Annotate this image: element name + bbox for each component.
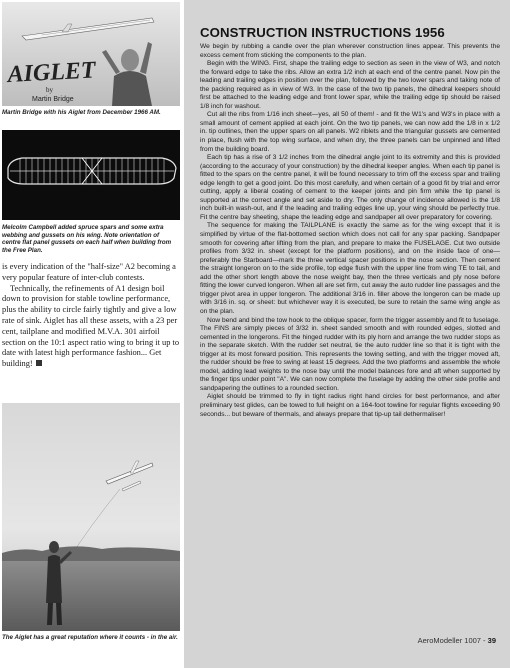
- left-paragraph: is every indication of the "half-size" A2 becoming a very popular feature of inter-club contests.: [2, 262, 176, 282]
- caption-top-photo: Martin Bridge with his Aiglet from December 1966 AM.: [2, 109, 161, 116]
- svg-text:by: by: [46, 86, 53, 94]
- caption-bottom-photo: The Aiglet has a great reputation where it counts - in the air.: [2, 634, 178, 641]
- left-column-text: [2, 262, 180, 370]
- article-paragraph: The sequence for making the TAILPLANE is exactly the same as for the wing except that it is simplified by virtue of the flat-bottomed section which does not call for any spar packing. Sandpaper smooth for covering after lifting from the plan, and prepare to make the FUSELAGE. Cut two outside profiles from 3/32 in. sheet (except for the platform positions), and on the inside face of one—preferably the Starboard—mark the three vertical spacer positions in the nose section. Then cement the straight longeron on to the side profile, top edge flush with the upper line from wing TE to tail, and add the other short length above the nose weight bay, then the three verticals and ply nose before fitting the lower curved longeron. When all are set firm, cut away the auto rudder line passages and the trigger pivot area in upper longeron. The additional 3/16 in. filler above the longeron can be made up with 3/16 in. sq. or sheet: but whichever way it is executed, be sure to retain the same wing angle as on the plan.: [200, 222, 500, 315]
- photo-aiglet-builder-image: [2, 2, 180, 106]
- svg-text:AIGLET: AIGLET: [6, 57, 97, 88]
- caption-middle-photo: Melcolm Campbell added spruce spars and some extra webbing and gussets on his wing. Note orientation of centre flat panel gussets on each half when building from the Free Plan.: [2, 224, 172, 254]
- article-paragraph: Each tip has a rise of 3 1/2 inches from the dihedral angle joint to its extremity and this is provided (according to the accuracy of your construction) by the dihedral keeper angles. When each tip panel is fitted to the spars on the centre panel, it will be found necessary to trim off the excess spar and trailing edge length to get a good joint. Do this most carefully, and when certain of a good fit by trial and error cutting, apply a liberal coating of cement to the keeper joints and pin firm while the tip panel is supported at the correct angle and set aside to dry. The only change of incidence allowed is the 1/8 inch built-in wash-out, and if the leading and trailing edges line up, your wing should be perfectly true. Fit the centre bay sheeting, shape the leading edge and sandpaper all over preparatory for covering.: [200, 154, 500, 221]
- left-paragraph: [2, 284, 180, 370]
- article-paragraph: Begin with the WING. First, shape the trailing edge to section as seen in the view of W3, and notch the forward edge to take the ribs. Allow an extra 1/2 inch at each end of the centre panel. Now pin the leading and trailing edges in position over the plan, followed by the two lower spars and taking note of the packing required as in view of W3. In the case of the two tip panels, the dihedral keepers should first be attached to the leading edge and front lower spar, while the trailing edge tip should be raised 1/8 inch for washout.: [200, 60, 500, 110]
- article-paragraph: Cut all the ribs from 1/16 inch sheet—yes, all 50 of them! - and fit the W1's and W3's in place with a small amount of cement applied at each joint. On the two tip panels, we can now add the 1/8 in x 1/2 in. tip outlines, then the upper spars on all panels. W2 riblets and the triangular gussets are cemented in place, flush with the top wing surface, and when dry, the three panels can be unpinned and lifted from the building board.: [200, 111, 500, 153]
- photo-wing-structure: [2, 130, 180, 220]
- article-paragraph: We begin by rubbing a candle over the plan wherever construction lines appear. This prevents the excess cement from sticking the components to the plan.: [200, 43, 500, 59]
- article-paragraph: Now bend and bind the tow hook to the oblique spacer, form the trigger assembly and fit to fuselage. The FINS are simply pieces of 3/32 in. sheet sanded smooth and with rounded edges, slotted and cemented in the longerons. Fit the hinged rudder with its ply horn and arrange the two rudder stops as in the separate sketch. With the rudder set neutral, tie the auto rudder line so that it is tight with the trigger at its most forward position. This represents the towing setting, and with the trigger moved aft, the rudder should be free to swing at least 15 degrees. Add the two platforms and assemble the whole model, adding lead weights to the nose bay until the model balances fore and aft when supported by the finger tips under point "A". We can now complete the fuselage by adding the other side profile and sandpapering the outlines to a rounded section.: [200, 316, 500, 392]
- page-number: 39: [487, 636, 496, 645]
- photo-wing-structure-image: [2, 130, 180, 220]
- photo-aiglet-flying-image: [2, 403, 180, 631]
- photo-aiglet-builder: [2, 2, 180, 106]
- end-of-article-mark: [36, 360, 42, 366]
- svg-text:Martin Bridge: Martin Bridge: [32, 96, 74, 103]
- magazine-name: AeroModeller 1007 -: [417, 636, 486, 645]
- photo-aiglet-flying: [2, 403, 180, 631]
- article-heading: CONSTRUCTION INSTRUCTIONS 1956: [200, 25, 445, 40]
- page-footer: [418, 636, 496, 645]
- article-body: [200, 43, 500, 419]
- article-paragraph: Aiglet should be trimmed to fly in tight radius right hand circles for best performance, and after preliminary test glides, can be towed to full height on a 164-foot towline for regular flights exceeding 90 seconds... but beware of thermals, and always prepare that tip-up tail dethermaliser!: [200, 393, 500, 418]
- left-paragraph-text: Technically, the refinements of A1 design boil down to provision for stable towline performance, plus the ability to circle fairly tightly and give a low rate of sink. Aiglet has all these assets, with a 23 per cent, tailplane and modified M.V.A. 301 airfoil section on the 10:1 aspect ratio wing to bring it up to date with latest high performance fashion... Get building!: [2, 283, 180, 369]
